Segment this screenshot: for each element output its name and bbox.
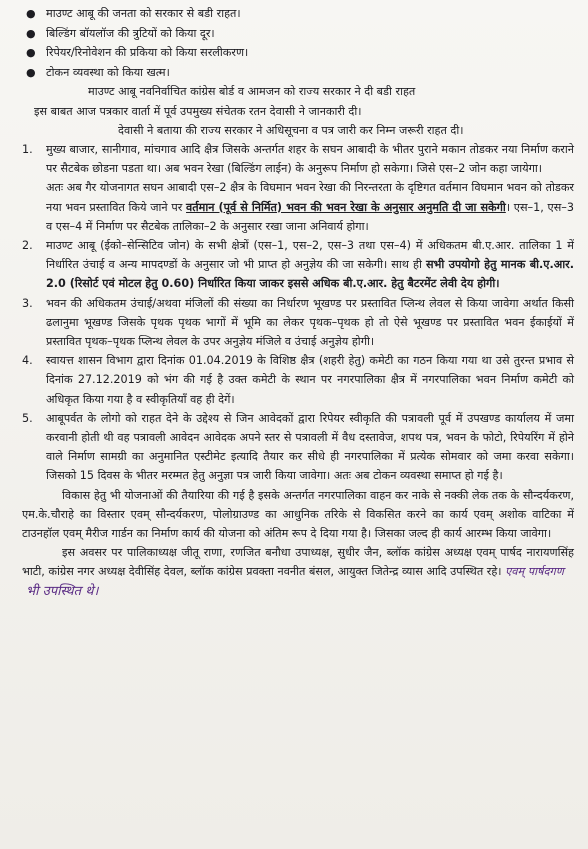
relief-point xyxy=(22,140,574,236)
relief-point xyxy=(22,236,574,294)
point-text: मुख्य बाजार, सानीगाव, मांचगाव आदि क्षैत्र जिसके अन्तर्गत शहर के सघन आबादी के भीतर पुराने मकान तोडकर नया निर्माण कराने पर सैटबेक छोडना पडता था। अब भवन रेखा (बिल्डिंग लाईन) के अनुरूप निर्माण हो सकेगा। जिसे एस–2 जोन कहा जायेगा। xyxy=(46,142,574,176)
point-text: आबूपर्वत के लोगो को राहत देने के उद्देश्य से जिन आवेदकों द्वारा रिपेयर स्वीकृति की पत्रावली पूर्व में उपखण्ड कार्यालय में जमा करवानी होती थी वह पत्रावली आवेदन आवेदक अपने स्तर से पत्रावली में वैध दस्तावेज, शपथ पत्र, भवन के फोटो, रिपेयरिंग में होने वाले निर्माण सामग्री का अनुमानित एस्टीमेट इत्यादि तैयार कर सीधे ही नगरपालिका में प्रत्येक सोमवार को जमा करवा सकेगा। जिसको 15 दिवस के भीतर मरम्मत हेतु अनुज्ञा पत्र जारी किया जावेगा। अतः अब टोकन व्यवस्था समाप्त हो गई है। xyxy=(46,411,574,483)
relief-point xyxy=(22,409,574,486)
relief-points-list xyxy=(22,140,574,486)
handwritten-annotation: भी उपस्थित थे। xyxy=(26,583,99,599)
point-number: 5. xyxy=(22,411,33,425)
intro-line-1: माउण्ट आबू नवनिर्वाचित कांग्रेस बोर्ड व आमजन को राज्य सरकार ने दी बडी राहत xyxy=(88,85,416,99)
point-number: 4. xyxy=(22,354,33,368)
handwritten-annotation: एवम् पार्षदगण xyxy=(505,565,564,579)
handwritten-footer xyxy=(22,582,574,604)
underlined-text: वर्तमान (पूर्व से निर्मित) भवन की भवन रेखा के अनुसार अनुमति दी जा सकेगी xyxy=(186,200,506,214)
headline-bullet: ● माउण्ट आबू की जनता को सरकार से बडी राहत। xyxy=(22,4,574,24)
intro-line-3: देवासी ने बताया की राज्य सरकार ने अधिसूचना व पत्र जारी कर निम्न जरूरी राहत दी। xyxy=(118,123,464,137)
point-text: स्वायत्त शासन विभाग द्वारा दिनांक 01.04.2019 के विशिष्ठ क्षैत्र (शहरी हेतु) कमेटी का गठन किया गया था उसे तुरन्त प्रभाव से दिनांक 27.12.2019 को भंग की गई है उक्त कमेटी के स्थान पर नगरपालिका क्षैत्र में नगरपालिका भवन निर्माण कमेटी को अधिकृत किया गया है व स्वीकृतियाँ वह ही देगें। xyxy=(46,354,574,406)
bullet-icon: ● xyxy=(26,26,36,40)
headline-bullet: ● बिल्डिंग बॉयलॉज की त्रुटियों को किया दूर। xyxy=(22,24,574,44)
bullet-icon: ● xyxy=(26,46,36,60)
headline-bullets xyxy=(22,4,574,82)
point-text: माउण्ट आबू (ईको–सेन्सिटिव जोन) के सभी क्षेत्रों (एस–1, एस–2, एस–3 तथा एस–4) में अधिकतम बी.ए.आर. तालिका 1 में निर्धारित उंचाई व अन्य मापदण्डों के अनुसार जो भी प्राप्त हो अनुज्ञेय की जा सकेगी। साथ ही सभी उपयोगो हेतु मानक बी.ए.आर. 2.0 (रिसोर्ट एवं मोटल हेतु 0.60) निर्धारित किया जाकर इससे अधिक बी.ए.आर. हेतु बैटरमेंट लेवी देय होगी। xyxy=(46,239,574,291)
point-number: 2. xyxy=(22,239,33,252)
bold-text: सभी उपयोगो हेतु मानक बी.ए.आर. 2.0 (रिसोर्ट एवं मोटल हेतु 0.60) निर्धारित किया जाकर इससे अधिक बी.ए.आर. हेतु बैटरमेंट लेवी देय होगी। xyxy=(46,258,574,291)
point-number: 1. xyxy=(22,142,33,156)
point-text: भवन की अधिकतम उंचाई/अथवा मंजिलों की संख्या का निर्धारण भूखण्ड पर प्रस्तावित प्लिन्थ लेवल से किया जावेगा अर्थात किसी ढलानुमा भूखण्ड जिसके पृथक पृथक भागों में भूमि का लेकर पृथक–पृथक हो तो ऐसे भूखण्ड पर प्रस्तावित भवन ईकाईयों में प्रस्तावित पृथक–पृथक प्लिन्थ लेवल के उपर अनुज्ञेय मंजिले व उंचाई अनुज्ञेय होगी। xyxy=(46,296,574,349)
bullet-icon: ● xyxy=(26,65,36,79)
closing-paragraph: इस अवसर पर पालिकाध्यक्ष जीतू राणा, रणजित बनौधा उपाध्यक्ष, सुधीर जैन, ब्लॉक कांग्रेस अध्यक्ष एवम् पार्षद नारायणसिंह भाटी, कांग्रेस नगर अध्यक्ष देवीसिंह देवल, ब्लॉक कांग्रेस प्रवक्ता नवनीत बंसल, आयुक्त जितेन्द्र व्यास आदि उपस्थित रहे। एवम् पार्षदगण xyxy=(22,546,574,579)
headline-bullet: ● रिपेयर/रिनोवेशन की प्रकिया को किया सरलीकरण। xyxy=(22,43,574,63)
bullet-icon: ● xyxy=(26,7,36,20)
headline-bullet: ● टोकन व्यवस्था को किया खत्म। xyxy=(22,63,574,83)
relief-point xyxy=(22,351,574,409)
point-number: 3. xyxy=(22,296,33,310)
point-text: अतः अब गैर योजनागत सघन आबादी एस–2 क्षैत्र के विघमान भवन रेखा की निरन्तरता के दृष्टिगत वर्तमान विघमान भवन को तोडकर नया भवन प्रस्तावित किये जाने पर वर्तमान (पूर्व से निर्मित) भवन की भवन रेखा के अनुसार अनुमति दी जा सकेगी। एस–1, एस–3 व एस–4 में निर्माण पर सैटबेक तालिका–2 के अनुसार रखा जाना अनिवार्य होगा। xyxy=(46,181,574,233)
development-paragraph: विकास हेतु भी योजनाओं की तैयारिया की गई है इसके अन्तर्गत नगरपालिका वाहन कर नाके से नक्की लेक तक के सौन्दर्यकरण, एम.के.चौराहे का विस्तार एवम् सौन्दर्यकरण, पोलोग्राउण्ड का आधुनिक तरिके से विकसित करने का कार्य एवम् अशोक वाटिका में टाउनहॉल एवम् मैरीज गार्डन का निर्माण कार्य की योजना को अंतिम रूप दे दिया गया है। जिसका जल्द ही कार्य आरम्भ किया जावेगा। xyxy=(22,488,574,541)
intro-line-2: इस बाबत आज पत्रकार वार्ता में पूर्व उपमुख्य संचेतक रतन देवासी ने जानकारी दी। xyxy=(34,104,362,118)
relief-point xyxy=(22,294,574,352)
